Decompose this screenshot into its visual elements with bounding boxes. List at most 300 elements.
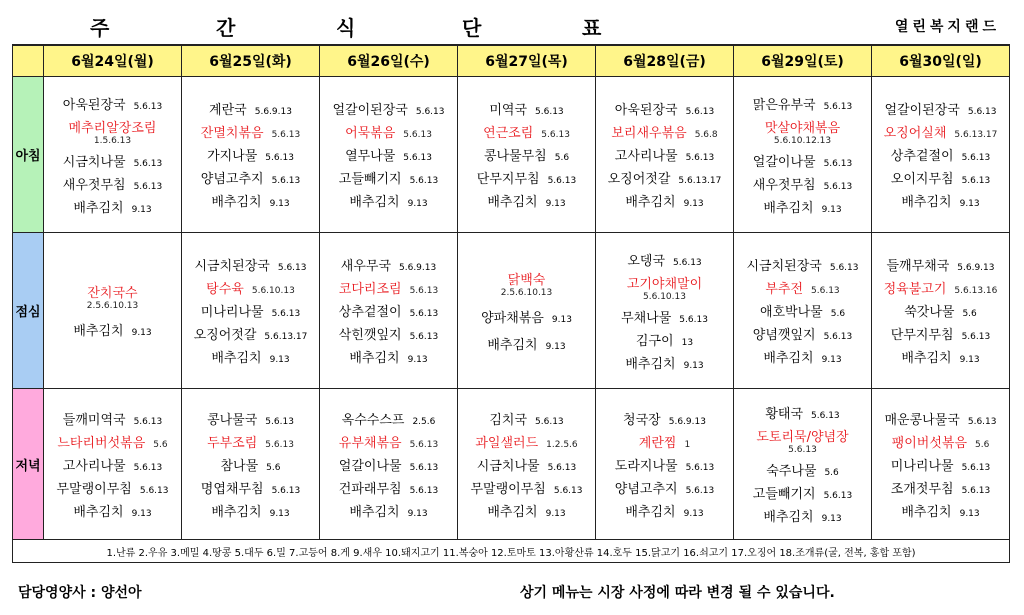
- menu-item: [734, 197, 871, 216]
- allergen-codes: 5.6.9.13: [254, 107, 292, 117]
- allergen-codes: 9.13: [821, 204, 842, 215]
- menu-item: [320, 168, 457, 187]
- menu-item: [44, 174, 181, 193]
- menu-item: [872, 191, 1009, 210]
- allergen-codes: 5.6.13: [823, 332, 853, 342]
- dish-name: 애호박나물: [759, 305, 823, 320]
- day-header: 6월29일(토): [734, 45, 872, 77]
- allergen-codes: 5.6.13: [133, 101, 163, 112]
- dish-name: 시금치나물: [476, 458, 540, 474]
- allergen-codes: 5.6.13: [553, 485, 583, 496]
- dish-name: 김구이: [635, 333, 674, 349]
- dish-name: 무채나물: [621, 310, 672, 326]
- allergen-codes: 5.6.13: [271, 176, 301, 186]
- menu-item: [596, 122, 733, 141]
- allergen-codes: 9.13: [131, 204, 152, 215]
- allergen-legend-row: [13, 540, 1010, 563]
- allergen-codes: 5.6.13: [679, 314, 708, 325]
- day-header: 6월27일(목): [458, 45, 596, 77]
- menu-item: [320, 347, 457, 366]
- allergen-codes: 5.6.10.13: [251, 286, 295, 296]
- dish-name: 코다리조림: [338, 282, 402, 297]
- breakfast-row: [13, 77, 1010, 233]
- menu-item: [44, 94, 181, 113]
- allergen-codes: 5.6.13: [265, 416, 294, 427]
- dish-name: 배추김치: [211, 504, 262, 520]
- dish-name: 무말랭이무침: [56, 481, 132, 497]
- menu-cell: [734, 389, 872, 540]
- menu-item: [320, 145, 457, 164]
- allergen-codes: 9.13: [683, 360, 704, 371]
- menu-cell: [182, 77, 320, 233]
- dish-name: 계란국: [209, 103, 247, 118]
- allergen-codes: 9.13: [407, 199, 428, 209]
- menu-cell: [872, 389, 1010, 540]
- allergen-codes: 5.6.13: [673, 257, 702, 268]
- allergen-codes: 5.6.13: [547, 176, 577, 186]
- dish-name: 건파래무침: [338, 481, 402, 497]
- allergen-codes: 5.6.13: [823, 101, 853, 112]
- allergen-codes: 5.6.13: [409, 462, 439, 473]
- menu-item: [872, 432, 1009, 451]
- allergen-codes: 5.6.13.17: [264, 332, 308, 342]
- dish-name: 새우젓무침: [752, 177, 816, 193]
- menu-item: [320, 99, 457, 118]
- allergen-codes: 5.6: [962, 309, 977, 319]
- allergen-codes: 5.6.13: [271, 485, 301, 496]
- menu-cell: [44, 77, 182, 233]
- menu-item: [596, 145, 733, 164]
- allergen-codes: 5.6.13: [133, 158, 163, 169]
- dish-name: 양파채볶음: [481, 310, 544, 326]
- menu-cell: [596, 233, 734, 389]
- allergen-codes: 9.13: [407, 508, 428, 519]
- dish-name: 새우젓무침: [62, 177, 126, 193]
- menu-item: [320, 324, 457, 343]
- dish-name: 계란찜: [638, 435, 677, 451]
- menu-item: [182, 301, 319, 320]
- dish-name: 고사리나물: [62, 458, 126, 474]
- menu-cell: [320, 77, 458, 233]
- menu-cell: [596, 77, 734, 233]
- menu-item: [872, 324, 1009, 343]
- dish-name: 배추김치: [763, 351, 814, 366]
- dish-name: 얼갈이된장국: [332, 103, 408, 118]
- menu-item: [320, 409, 457, 428]
- dish-name: 오뎅국: [627, 253, 666, 269]
- menu-item: [182, 191, 319, 210]
- menu-item: [182, 122, 319, 141]
- menu-item: [458, 307, 595, 326]
- menu-item: [320, 122, 457, 141]
- dish-name: 배추김치: [901, 195, 952, 210]
- allergen-codes: 9.13: [545, 508, 566, 519]
- menu-item: [44, 282, 181, 312]
- menu-item: [872, 278, 1009, 297]
- menu-cell: [458, 77, 596, 233]
- allergen-codes: 5.6: [830, 309, 846, 319]
- menu-item: [596, 501, 733, 520]
- menu-item: [596, 478, 733, 497]
- menu-cell: [872, 233, 1010, 389]
- dish-name: 메추리알장조림: [68, 120, 157, 136]
- dish-name: 유부채볶음: [338, 435, 402, 451]
- title-char: 주: [90, 16, 110, 40]
- menu-cell: [872, 77, 1010, 233]
- menu-item: [458, 334, 595, 353]
- menu-item: [596, 250, 733, 269]
- menu-item: [458, 145, 595, 164]
- title-char: 단: [462, 16, 482, 40]
- menu-cell: [320, 389, 458, 540]
- dish-name: 새우무국: [340, 259, 391, 274]
- menu-item: [458, 191, 595, 210]
- allergen-codes: 9.13: [545, 199, 566, 209]
- dish-name: 조개젓무침: [890, 481, 954, 497]
- allergen-codes: 9.13: [683, 199, 704, 209]
- allergen-codes: 5.6.13: [823, 158, 853, 169]
- dish-name: 명엽채무침: [200, 481, 264, 497]
- menu-item: [596, 168, 733, 187]
- menu-item: [458, 455, 595, 474]
- corner-cell: [13, 45, 44, 77]
- dish-name: 배추김치: [211, 195, 262, 210]
- dish-name: 배추김치: [73, 324, 124, 339]
- menu-item: [872, 255, 1009, 274]
- menu-item: [872, 409, 1009, 428]
- dish-name: 도라지나물: [614, 458, 678, 474]
- menu-item: [596, 409, 733, 428]
- allergen-codes: 5.6: [824, 468, 839, 478]
- menu-item: [458, 409, 595, 428]
- menu-item: [458, 168, 595, 187]
- menu-item: [872, 478, 1009, 497]
- allergen-codes: 5.6.13: [811, 286, 840, 296]
- dish-name: 참나물: [220, 458, 259, 474]
- dish-name: 배추김치: [73, 200, 124, 216]
- allergen-codes: 9.13: [959, 355, 980, 365]
- menu-cell: [44, 233, 182, 389]
- allergen-codes: 1.2.5.6: [546, 439, 578, 450]
- menu-item: [182, 168, 319, 187]
- menu-item: [182, 432, 319, 451]
- allergen-codes: 2.5.6.10.13: [500, 287, 553, 298]
- dish-name: 양념고추지: [614, 481, 678, 497]
- menu-item: [458, 432, 595, 451]
- allergen-codes: 5.6.13: [265, 439, 294, 450]
- allergen-codes: 5.6.13: [271, 130, 301, 140]
- menu-item: [734, 426, 871, 456]
- allergen-codes: 5.6.13: [277, 263, 307, 273]
- dish-name: 오징어실채: [883, 126, 947, 141]
- dish-name: 옥수수스프: [341, 412, 405, 428]
- allergen-codes: 5.6.13: [685, 153, 715, 163]
- menu-cell: [44, 389, 182, 540]
- allergen-codes: 9.13: [959, 508, 980, 519]
- dish-name: 도토리묵/양념장: [756, 430, 849, 445]
- allergen-codes: 5.6.13: [409, 439, 439, 450]
- dish-name: 배추김치: [901, 351, 952, 366]
- dish-name: 고들빼기지: [752, 487, 816, 502]
- dish-name: 배추김치: [625, 504, 676, 520]
- allergen-codes: 9.13: [551, 314, 572, 325]
- title-char: 간: [216, 16, 236, 40]
- menu-item: [458, 122, 595, 141]
- menu-item: [182, 501, 319, 520]
- menu-item: [44, 197, 181, 216]
- menu-item: [458, 269, 595, 299]
- menu-cell: [182, 233, 320, 389]
- allergen-codes: 9.13: [131, 508, 152, 519]
- allergen-codes: 5.6.13: [967, 416, 997, 427]
- dish-name: 배추김치: [349, 351, 400, 366]
- menu-item: [596, 191, 733, 210]
- allergen-codes: 5.6.13: [541, 130, 570, 140]
- dish-name: 팽이버섯볶음: [891, 435, 968, 451]
- allergen-codes: 5.6.10.13: [643, 291, 686, 302]
- menu-item: [872, 455, 1009, 474]
- allergen-codes: 9.13: [959, 199, 980, 209]
- menu-item: [734, 174, 871, 193]
- allergen-codes: 5.6.13: [967, 107, 997, 117]
- dish-name: 미나리나물: [200, 305, 264, 320]
- allergen-codes: 5.6: [153, 439, 168, 450]
- dish-name: 정육불고기: [883, 282, 947, 297]
- menu-item: [458, 501, 595, 520]
- allergen-codes: 5.6.13: [409, 485, 439, 496]
- allergen-codes: 5.6.13: [811, 411, 840, 421]
- menu-item: [734, 94, 871, 113]
- dish-name: 매운콩나물국: [884, 412, 960, 428]
- allergen-codes: 2.5.6: [412, 416, 436, 427]
- menu-cell: [458, 389, 596, 540]
- allergen-codes: 5.6.13: [409, 332, 439, 342]
- dish-name: 청국장: [623, 412, 661, 428]
- dish-name: 상추겉절이: [338, 305, 402, 320]
- menu-item: [734, 278, 871, 297]
- menu-item: [182, 145, 319, 164]
- dish-name: 배추김치: [763, 510, 814, 525]
- menu-item: [44, 501, 181, 520]
- dish-name: 닭백숙: [507, 272, 546, 288]
- menu-item: [320, 501, 457, 520]
- menu-change-notice: 상기 메뉴는 시장 사정에 따라 변경 될 수 있습니다.: [520, 585, 835, 601]
- allergen-codes: 5.6.13: [403, 130, 432, 140]
- dish-name: 잔치국수: [87, 286, 138, 301]
- menu-cell: [734, 77, 872, 233]
- allergen-codes: 5.6.13: [265, 153, 294, 163]
- allergen-codes: 1.5.6.13: [93, 135, 132, 146]
- allergen-codes: 5.6.13: [961, 176, 991, 186]
- dish-name: 시금치나물: [62, 154, 126, 170]
- dish-name: 맛살야채볶음: [764, 120, 841, 136]
- day-header: 6월25일(화): [182, 45, 320, 77]
- menu-item: [734, 483, 871, 502]
- dish-name: 탕수육: [206, 282, 244, 297]
- menu-item: [44, 320, 181, 339]
- allergen-codes: 5.6.13: [685, 462, 715, 473]
- allergen-codes: 9.13: [821, 355, 842, 365]
- allergen-codes: 9.13: [545, 341, 566, 352]
- menu-item: [44, 151, 181, 170]
- lunch-row: [13, 233, 1010, 389]
- menu-item: [320, 191, 457, 210]
- menu-item: [596, 330, 733, 349]
- menu-item: [320, 478, 457, 497]
- dish-name: 미나리나물: [890, 458, 954, 474]
- title-char: 표: [582, 16, 602, 40]
- dish-name: 잔멸치볶음: [200, 126, 264, 141]
- menu-cell: [596, 389, 734, 540]
- page-title: [72, 12, 602, 42]
- dish-name: 황태국: [765, 407, 804, 422]
- menu-item: [320, 301, 457, 320]
- dinner-row: [13, 389, 1010, 540]
- allergen-codes: 5.6.13: [403, 153, 432, 163]
- dish-name: 얼갈이나물: [338, 458, 402, 474]
- menu-item: [182, 278, 319, 297]
- dish-name: 무말랭이무침: [470, 481, 546, 497]
- day-header: 6월30일(일): [872, 45, 1010, 77]
- allergen-codes: 5.6.13: [823, 181, 853, 192]
- dish-name: 배추김치: [487, 337, 538, 353]
- dish-name: 고들빼기지: [338, 172, 402, 187]
- meal-label: 점심: [13, 233, 44, 389]
- allergen-codes: 5.6.13.17: [678, 176, 722, 186]
- menu-item: [734, 460, 871, 479]
- menu-item: [596, 432, 733, 451]
- allergen-codes: 5.6.9.13: [957, 263, 995, 273]
- allergen-codes: 2.5.6.10.13: [86, 301, 139, 311]
- allergen-codes: 5.6.13: [535, 416, 564, 427]
- menu-item: [44, 478, 181, 497]
- menu-cell: [320, 233, 458, 389]
- allergen-codes: 5.6.13: [829, 263, 859, 273]
- dish-name: 오징어젓갈: [607, 172, 671, 187]
- allergen-codes: 5.6.13: [133, 462, 163, 473]
- menu-item: [320, 278, 457, 297]
- dish-name: 배추김치: [625, 195, 676, 210]
- dish-name: 단무지무침: [890, 328, 954, 343]
- menu-item: [872, 145, 1009, 164]
- allergen-codes: 5.6: [554, 153, 570, 163]
- dish-name: 열무나물: [345, 149, 396, 164]
- dish-name: 삭힌깻잎지: [338, 328, 402, 343]
- allergen-codes: 5.6: [266, 462, 281, 473]
- allergen-codes: 5.6.13: [409, 309, 439, 319]
- allergen-codes: 5.6.13: [961, 153, 991, 163]
- allergen-codes: 5.6.13: [823, 491, 853, 501]
- menu-item: [44, 432, 181, 451]
- menu-item: [734, 403, 871, 422]
- allergen-codes: 5.6.13: [961, 332, 991, 342]
- dish-name: 양념깻잎지: [752, 328, 816, 343]
- allergen-codes: 5.6.13: [685, 485, 715, 496]
- menu-cell: [182, 389, 320, 540]
- dish-name: 배추김치: [487, 195, 538, 210]
- dish-name: 연근조림: [483, 126, 534, 141]
- dish-name: 미역국: [489, 103, 528, 118]
- allergen-codes: 5.6: [975, 439, 990, 450]
- menu-item: [44, 409, 181, 428]
- menu-item: [320, 255, 457, 274]
- day-header: 6월26일(수): [320, 45, 458, 77]
- dish-name: 숙주나물: [766, 464, 817, 479]
- menu-item: [44, 117, 181, 147]
- allergen-codes: 9.13: [407, 355, 428, 365]
- dish-name: 느타리버섯볶음: [57, 435, 146, 451]
- allergen-codes: 5.6.13: [133, 181, 163, 192]
- allergen-codes: 5.6.8: [694, 130, 718, 140]
- allergen-codes: 5.6.13: [409, 176, 439, 186]
- menu-item: [872, 122, 1009, 141]
- menu-item: [596, 99, 733, 118]
- menu-item: [734, 117, 871, 147]
- dish-name: 배추김치: [73, 504, 124, 520]
- menu-item: [734, 324, 871, 343]
- allergen-codes: 9.13: [269, 199, 290, 209]
- dish-name: 아욱된장국: [614, 103, 678, 118]
- dish-name: 과일샐러드: [475, 435, 539, 451]
- menu-item: [182, 347, 319, 366]
- dish-name: 고기야채말이: [626, 276, 703, 292]
- dish-name: 고사리나물: [614, 149, 678, 164]
- allergen-codes: 5.6.13: [788, 445, 817, 455]
- menu-item: [734, 255, 871, 274]
- dish-name: 배추김치: [625, 356, 676, 372]
- dish-name: 배추김치: [487, 504, 538, 520]
- meal-label: 저녁: [13, 389, 44, 540]
- dish-name: 가지나물: [207, 149, 258, 164]
- menu-item: [182, 324, 319, 343]
- dish-name: 오이지무침: [890, 172, 954, 187]
- allergen-codes: 5.6.13: [961, 485, 991, 496]
- menu-item: [734, 347, 871, 366]
- menu-item: [872, 501, 1009, 520]
- allergen-codes: 5.6.13: [415, 107, 445, 117]
- menu-item: [458, 478, 595, 497]
- menu-item: [872, 168, 1009, 187]
- allergen-codes: 5.6.9.13: [668, 416, 706, 427]
- menu-cell: [734, 233, 872, 389]
- menu-item: [182, 99, 319, 118]
- dish-name: 얼갈이나물: [752, 154, 816, 170]
- dish-name: 얼갈이된장국: [884, 103, 960, 118]
- allergen-codes: 9.13: [131, 328, 152, 338]
- dish-name: 배추김치: [763, 200, 814, 216]
- allergen-codes: 5.6.13: [547, 462, 577, 473]
- menu-item: [734, 151, 871, 170]
- menu-item: [872, 347, 1009, 366]
- dish-name: 쑥갓나물: [904, 305, 955, 320]
- dish-name: 오징어젓갈: [193, 328, 257, 343]
- menu-cell: [458, 233, 596, 389]
- dish-name: 보리새우볶음: [611, 126, 687, 141]
- dish-name: 김치국: [489, 412, 528, 428]
- day-header-row: [13, 45, 1010, 77]
- menu-item: [734, 506, 871, 525]
- dish-name: 어묵볶음: [345, 126, 396, 141]
- day-header: 6월24일(월): [44, 45, 182, 77]
- menu-item: [44, 455, 181, 474]
- dish-name: 맑은유부국: [752, 97, 816, 113]
- menu-item: [872, 301, 1009, 320]
- allergen-codes: 9.13: [269, 355, 290, 365]
- allergen-codes: 5.6.9.13: [399, 263, 437, 273]
- dish-name: 콩나물국: [207, 412, 258, 428]
- menu-item: [182, 455, 319, 474]
- dish-name: 양념고추지: [200, 172, 264, 187]
